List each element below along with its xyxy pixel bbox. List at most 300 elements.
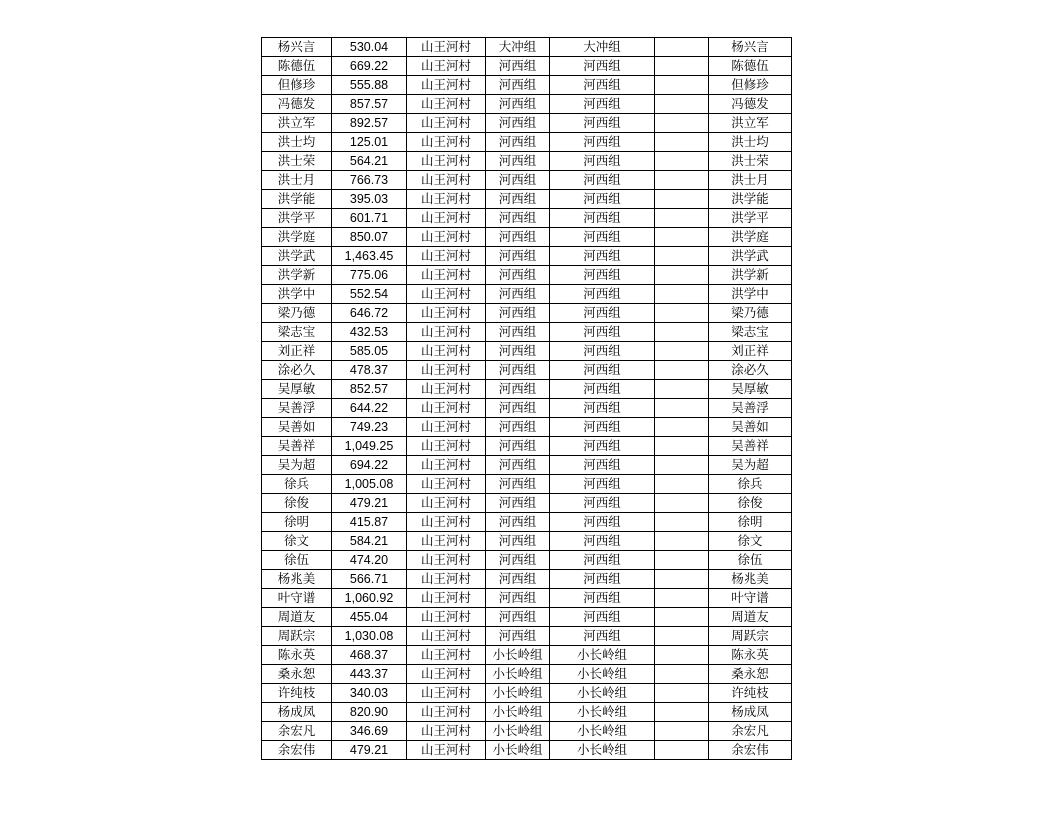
signature-cell: 洪学平 xyxy=(709,209,792,228)
name-cell: 涂必久 xyxy=(262,361,332,380)
name-cell: 洪学中 xyxy=(262,285,332,304)
blank-cell xyxy=(655,266,709,285)
village-cell: 山王河村 xyxy=(407,608,486,627)
blank-cell xyxy=(655,380,709,399)
area-cell: 857.57 xyxy=(332,95,407,114)
blank-cell xyxy=(655,684,709,703)
name-cell: 周道友 xyxy=(262,608,332,627)
signature-cell: 徐兵 xyxy=(709,475,792,494)
table-row xyxy=(262,57,792,76)
group-cell: 河西组 xyxy=(486,570,550,589)
name-cell: 叶守谱 xyxy=(262,589,332,608)
village-cell: 山王河村 xyxy=(407,304,486,323)
blank-cell xyxy=(655,665,709,684)
blank-cell xyxy=(655,114,709,133)
group-cell-2: 河西组 xyxy=(550,323,655,342)
blank-cell xyxy=(655,342,709,361)
blank-cell xyxy=(655,38,709,57)
table-row xyxy=(262,456,792,475)
group-cell-2: 河西组 xyxy=(550,342,655,361)
group-cell-2: 河西组 xyxy=(550,190,655,209)
village-cell: 山王河村 xyxy=(407,532,486,551)
blank-cell xyxy=(655,513,709,532)
table-row xyxy=(262,532,792,551)
group-cell: 河西组 xyxy=(486,323,550,342)
group-cell-2: 河西组 xyxy=(550,608,655,627)
group-cell: 河西组 xyxy=(486,361,550,380)
signature-cell: 梁志宝 xyxy=(709,323,792,342)
table-row xyxy=(262,247,792,266)
village-cell: 山王河村 xyxy=(407,133,486,152)
blank-cell xyxy=(655,570,709,589)
name-cell: 徐伍 xyxy=(262,551,332,570)
group-cell: 河西组 xyxy=(486,247,550,266)
table-row xyxy=(262,380,792,399)
table-row xyxy=(262,608,792,627)
group-cell: 河西组 xyxy=(486,551,550,570)
blank-cell xyxy=(655,57,709,76)
signature-cell: 徐伍 xyxy=(709,551,792,570)
blank-cell xyxy=(655,361,709,380)
area-cell: 775.06 xyxy=(332,266,407,285)
village-cell: 山王河村 xyxy=(407,475,486,494)
group-cell-2: 小长岭组 xyxy=(550,646,655,665)
area-cell: 566.71 xyxy=(332,570,407,589)
area-cell: 694.22 xyxy=(332,456,407,475)
blank-cell xyxy=(655,76,709,95)
table-row xyxy=(262,285,792,304)
signature-cell: 余宏凡 xyxy=(709,722,792,741)
village-cell: 山王河村 xyxy=(407,741,486,760)
blank-cell xyxy=(655,209,709,228)
table-row xyxy=(262,665,792,684)
group-cell: 河西组 xyxy=(486,304,550,323)
group-cell: 河西组 xyxy=(486,627,550,646)
name-cell: 吴善祥 xyxy=(262,437,332,456)
group-cell: 河西组 xyxy=(486,494,550,513)
signature-cell: 杨兴言 xyxy=(709,38,792,57)
area-cell: 479.21 xyxy=(332,494,407,513)
area-cell: 346.69 xyxy=(332,722,407,741)
area-cell: 646.72 xyxy=(332,304,407,323)
table-row xyxy=(262,342,792,361)
group-cell: 河西组 xyxy=(486,76,550,95)
name-cell: 冯德发 xyxy=(262,95,332,114)
name-cell: 陈德伍 xyxy=(262,57,332,76)
group-cell-2: 河西组 xyxy=(550,627,655,646)
blank-cell xyxy=(655,703,709,722)
village-cell: 山王河村 xyxy=(407,722,486,741)
signature-cell: 但修珍 xyxy=(709,76,792,95)
group-cell-2: 河西组 xyxy=(550,304,655,323)
area-cell: 395.03 xyxy=(332,190,407,209)
name-cell: 杨兴言 xyxy=(262,38,332,57)
table-row xyxy=(262,228,792,247)
area-cell: 1,030.08 xyxy=(332,627,407,646)
table-row xyxy=(262,76,792,95)
signature-cell: 杨成凤 xyxy=(709,703,792,722)
area-cell: 1,005.08 xyxy=(332,475,407,494)
name-cell: 梁乃德 xyxy=(262,304,332,323)
group-cell-2: 河西组 xyxy=(550,171,655,190)
blank-cell xyxy=(655,399,709,418)
name-cell: 吴为超 xyxy=(262,456,332,475)
signature-cell: 洪学能 xyxy=(709,190,792,209)
group-cell-2: 小长岭组 xyxy=(550,703,655,722)
area-cell: 820.90 xyxy=(332,703,407,722)
name-cell: 桑永恕 xyxy=(262,665,332,684)
group-cell-2: 河西组 xyxy=(550,247,655,266)
table-row xyxy=(262,703,792,722)
village-cell: 山王河村 xyxy=(407,285,486,304)
data-table xyxy=(261,37,792,760)
name-cell: 许纯枝 xyxy=(262,684,332,703)
village-cell: 山王河村 xyxy=(407,247,486,266)
name-cell: 洪士荣 xyxy=(262,152,332,171)
name-cell: 吴善浮 xyxy=(262,399,332,418)
name-cell: 刘正祥 xyxy=(262,342,332,361)
table-row xyxy=(262,323,792,342)
group-cell-2: 河西组 xyxy=(550,418,655,437)
blank-cell xyxy=(655,247,709,266)
name-cell: 洪学能 xyxy=(262,190,332,209)
table-row xyxy=(262,266,792,285)
area-cell: 766.73 xyxy=(332,171,407,190)
table-row xyxy=(262,741,792,760)
table-row xyxy=(262,171,792,190)
group-cell: 河西组 xyxy=(486,475,550,494)
name-cell: 洪士月 xyxy=(262,171,332,190)
table-row xyxy=(262,209,792,228)
signature-cell: 洪学新 xyxy=(709,266,792,285)
blank-cell xyxy=(655,304,709,323)
table-row xyxy=(262,475,792,494)
signature-cell: 陈永英 xyxy=(709,646,792,665)
table-row xyxy=(262,722,792,741)
blank-cell xyxy=(655,190,709,209)
area-cell: 478.37 xyxy=(332,361,407,380)
area-cell: 468.37 xyxy=(332,646,407,665)
group-cell: 河西组 xyxy=(486,380,550,399)
group-cell: 河西组 xyxy=(486,171,550,190)
village-cell: 山王河村 xyxy=(407,152,486,171)
blank-cell xyxy=(655,133,709,152)
group-cell-2: 河西组 xyxy=(550,57,655,76)
group-cell: 河西组 xyxy=(486,57,550,76)
table-row xyxy=(262,304,792,323)
group-cell-2: 河西组 xyxy=(550,589,655,608)
blank-cell xyxy=(655,418,709,437)
group-cell-2: 河西组 xyxy=(550,494,655,513)
group-cell-2: 河西组 xyxy=(550,209,655,228)
blank-cell xyxy=(655,646,709,665)
name-cell: 洪学庭 xyxy=(262,228,332,247)
area-cell: 850.07 xyxy=(332,228,407,247)
area-cell: 555.88 xyxy=(332,76,407,95)
village-cell: 山王河村 xyxy=(407,190,486,209)
signature-cell: 杨兆美 xyxy=(709,570,792,589)
group-cell-2: 河西组 xyxy=(550,532,655,551)
area-cell: 1,060.92 xyxy=(332,589,407,608)
name-cell: 洪士均 xyxy=(262,133,332,152)
village-cell: 山王河村 xyxy=(407,551,486,570)
name-cell: 洪学武 xyxy=(262,247,332,266)
group-cell-2: 小长岭组 xyxy=(550,684,655,703)
signature-cell: 吴善如 xyxy=(709,418,792,437)
village-cell: 山王河村 xyxy=(407,38,486,57)
village-cell: 山王河村 xyxy=(407,228,486,247)
village-cell: 山王河村 xyxy=(407,76,486,95)
table-row xyxy=(262,589,792,608)
group-cell-2: 小长岭组 xyxy=(550,722,655,741)
area-cell: 340.03 xyxy=(332,684,407,703)
name-cell: 余宏凡 xyxy=(262,722,332,741)
name-cell: 洪学新 xyxy=(262,266,332,285)
area-cell: 474.20 xyxy=(332,551,407,570)
group-cell-2: 河西组 xyxy=(550,76,655,95)
group-cell: 河西组 xyxy=(486,209,550,228)
group-cell-2: 河西组 xyxy=(550,114,655,133)
signature-cell: 叶守谱 xyxy=(709,589,792,608)
area-cell: 552.54 xyxy=(332,285,407,304)
signature-cell: 洪士荣 xyxy=(709,152,792,171)
group-cell: 河西组 xyxy=(486,190,550,209)
name-cell: 徐文 xyxy=(262,532,332,551)
group-cell: 河西组 xyxy=(486,456,550,475)
blank-cell xyxy=(655,475,709,494)
village-cell: 山王河村 xyxy=(407,209,486,228)
name-cell: 徐明 xyxy=(262,513,332,532)
area-cell: 455.04 xyxy=(332,608,407,627)
village-cell: 山王河村 xyxy=(407,266,486,285)
group-cell-2: 小长岭组 xyxy=(550,665,655,684)
table-row xyxy=(262,437,792,456)
blank-cell xyxy=(655,627,709,646)
group-cell: 大冲组 xyxy=(486,38,550,57)
signature-cell: 梁乃德 xyxy=(709,304,792,323)
group-cell-2: 河西组 xyxy=(550,228,655,247)
group-cell: 河西组 xyxy=(486,342,550,361)
group-cell-2: 大冲组 xyxy=(550,38,655,57)
name-cell: 陈永英 xyxy=(262,646,332,665)
blank-cell xyxy=(655,494,709,513)
village-cell: 山王河村 xyxy=(407,342,486,361)
area-cell: 852.57 xyxy=(332,380,407,399)
name-cell: 余宏伟 xyxy=(262,741,332,760)
group-cell-2: 河西组 xyxy=(550,133,655,152)
blank-cell xyxy=(655,551,709,570)
village-cell: 山王河村 xyxy=(407,380,486,399)
signature-cell: 吴厚敏 xyxy=(709,380,792,399)
group-cell: 河西组 xyxy=(486,95,550,114)
name-cell: 洪学平 xyxy=(262,209,332,228)
village-cell: 山王河村 xyxy=(407,323,486,342)
name-cell: 吴厚敏 xyxy=(262,380,332,399)
name-cell: 杨兆美 xyxy=(262,570,332,589)
area-cell: 125.01 xyxy=(332,133,407,152)
village-cell: 山王河村 xyxy=(407,57,486,76)
area-cell: 564.21 xyxy=(332,152,407,171)
village-cell: 山王河村 xyxy=(407,513,486,532)
area-cell: 415.87 xyxy=(332,513,407,532)
table-row xyxy=(262,551,792,570)
group-cell-2: 河西组 xyxy=(550,399,655,418)
table-row xyxy=(262,684,792,703)
group-cell: 小长岭组 xyxy=(486,741,550,760)
name-cell: 梁志宝 xyxy=(262,323,332,342)
signature-cell: 洪士均 xyxy=(709,133,792,152)
name-cell: 徐兵 xyxy=(262,475,332,494)
signature-cell: 吴善浮 xyxy=(709,399,792,418)
blank-cell xyxy=(655,437,709,456)
group-cell: 河西组 xyxy=(486,114,550,133)
group-cell-2: 河西组 xyxy=(550,513,655,532)
blank-cell xyxy=(655,722,709,741)
village-cell: 山王河村 xyxy=(407,684,486,703)
signature-cell: 洪士月 xyxy=(709,171,792,190)
area-cell: 1,049.25 xyxy=(332,437,407,456)
table-row xyxy=(262,190,792,209)
signature-cell: 冯德发 xyxy=(709,95,792,114)
table-row xyxy=(262,133,792,152)
signature-cell: 徐文 xyxy=(709,532,792,551)
area-cell: 443.37 xyxy=(332,665,407,684)
area-cell: 892.57 xyxy=(332,114,407,133)
group-cell: 河西组 xyxy=(486,399,550,418)
blank-cell xyxy=(655,589,709,608)
signature-cell: 余宏伟 xyxy=(709,741,792,760)
table-row xyxy=(262,152,792,171)
signature-cell: 刘正祥 xyxy=(709,342,792,361)
group-cell-2: 河西组 xyxy=(550,551,655,570)
area-cell: 669.22 xyxy=(332,57,407,76)
table-row xyxy=(262,418,792,437)
blank-cell xyxy=(655,95,709,114)
village-cell: 山王河村 xyxy=(407,589,486,608)
village-cell: 山王河村 xyxy=(407,418,486,437)
village-cell: 山王河村 xyxy=(407,361,486,380)
blank-cell xyxy=(655,608,709,627)
name-cell: 杨成凤 xyxy=(262,703,332,722)
area-cell: 584.21 xyxy=(332,532,407,551)
group-cell: 河西组 xyxy=(486,152,550,171)
group-cell-2: 河西组 xyxy=(550,361,655,380)
signature-cell: 桑永恕 xyxy=(709,665,792,684)
group-cell: 河西组 xyxy=(486,266,550,285)
group-cell: 河西组 xyxy=(486,589,550,608)
village-cell: 山王河村 xyxy=(407,627,486,646)
village-cell: 山王河村 xyxy=(407,399,486,418)
group-cell-2: 河西组 xyxy=(550,475,655,494)
group-cell-2: 小长岭组 xyxy=(550,741,655,760)
signature-cell: 涂必久 xyxy=(709,361,792,380)
area-cell: 749.23 xyxy=(332,418,407,437)
signature-cell: 周跃宗 xyxy=(709,627,792,646)
signature-cell: 洪学中 xyxy=(709,285,792,304)
village-cell: 山王河村 xyxy=(407,570,486,589)
name-cell: 徐俊 xyxy=(262,494,332,513)
table-row xyxy=(262,494,792,513)
blank-cell xyxy=(655,285,709,304)
name-cell: 但修珍 xyxy=(262,76,332,95)
blank-cell xyxy=(655,532,709,551)
signature-cell: 吴为超 xyxy=(709,456,792,475)
village-cell: 山王河村 xyxy=(407,646,486,665)
group-cell: 小长岭组 xyxy=(486,665,550,684)
signature-cell: 洪立军 xyxy=(709,114,792,133)
group-cell: 河西组 xyxy=(486,285,550,304)
table-row xyxy=(262,627,792,646)
table-row xyxy=(262,646,792,665)
group-cell-2: 河西组 xyxy=(550,380,655,399)
group-cell-2: 河西组 xyxy=(550,95,655,114)
group-cell: 小长岭组 xyxy=(486,646,550,665)
group-cell-2: 河西组 xyxy=(550,266,655,285)
signature-cell: 徐明 xyxy=(709,513,792,532)
group-cell: 河西组 xyxy=(486,513,550,532)
table-row xyxy=(262,361,792,380)
group-cell: 小长岭组 xyxy=(486,684,550,703)
group-cell-2: 河西组 xyxy=(550,152,655,171)
group-cell-2: 河西组 xyxy=(550,285,655,304)
table-body xyxy=(262,38,792,760)
village-cell: 山王河村 xyxy=(407,494,486,513)
table-row xyxy=(262,38,792,57)
signature-cell: 徐俊 xyxy=(709,494,792,513)
signature-cell: 周道友 xyxy=(709,608,792,627)
village-cell: 山王河村 xyxy=(407,665,486,684)
village-cell: 山王河村 xyxy=(407,437,486,456)
blank-cell xyxy=(655,456,709,475)
area-cell: 479.21 xyxy=(332,741,407,760)
area-cell: 1,463.45 xyxy=(332,247,407,266)
area-cell: 644.22 xyxy=(332,399,407,418)
name-cell: 周跃宗 xyxy=(262,627,332,646)
village-cell: 山王河村 xyxy=(407,95,486,114)
table-row xyxy=(262,399,792,418)
signature-cell: 洪学武 xyxy=(709,247,792,266)
group-cell: 小长岭组 xyxy=(486,703,550,722)
name-cell: 洪立军 xyxy=(262,114,332,133)
area-cell: 530.04 xyxy=(332,38,407,57)
blank-cell xyxy=(655,228,709,247)
group-cell: 河西组 xyxy=(486,437,550,456)
blank-cell xyxy=(655,171,709,190)
signature-cell: 许纯枝 xyxy=(709,684,792,703)
name-cell: 吴善如 xyxy=(262,418,332,437)
group-cell: 河西组 xyxy=(486,532,550,551)
signature-cell: 吴善祥 xyxy=(709,437,792,456)
group-cell-2: 河西组 xyxy=(550,437,655,456)
group-cell: 河西组 xyxy=(486,133,550,152)
village-cell: 山王河村 xyxy=(407,171,486,190)
group-cell-2: 河西组 xyxy=(550,570,655,589)
group-cell: 河西组 xyxy=(486,418,550,437)
table-row xyxy=(262,95,792,114)
table-row xyxy=(262,114,792,133)
village-cell: 山王河村 xyxy=(407,456,486,475)
area-cell: 432.53 xyxy=(332,323,407,342)
table-row xyxy=(262,570,792,589)
village-cell: 山王河村 xyxy=(407,114,486,133)
group-cell: 小长岭组 xyxy=(486,722,550,741)
area-cell: 585.05 xyxy=(332,342,407,361)
group-cell: 河西组 xyxy=(486,228,550,247)
area-cell: 601.71 xyxy=(332,209,407,228)
table-row xyxy=(262,513,792,532)
blank-cell xyxy=(655,152,709,171)
signature-cell: 洪学庭 xyxy=(709,228,792,247)
